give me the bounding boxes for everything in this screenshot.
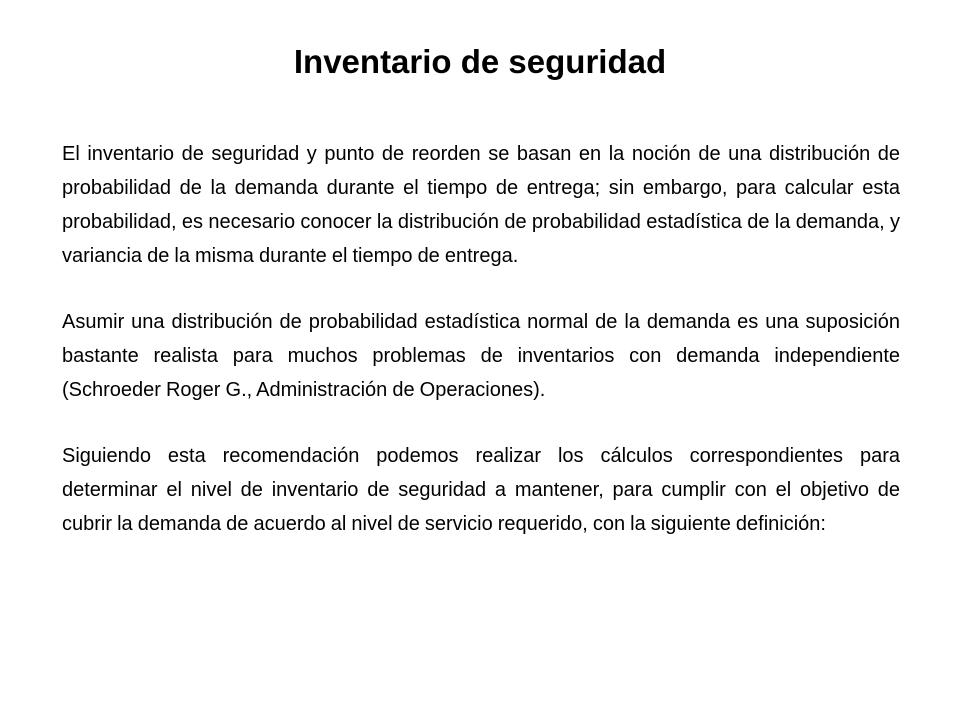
slide-title: Inventario de seguridad	[293, 43, 667, 80]
paragraph-3: Siguiendo esta recomendación podemos realizar los cálculos correspondientes para determinar el nivel de inventario de seguridad a mantener, para cumplir con el objetivo de cubrir la demanda de acuerdo al nivel de servicio requerido, con la siguiente definición:	[62, 445, 900, 535]
slide-body	[62, 137, 900, 541]
paragraph-2: Asumir una distribución de probabilidad estadística normal de la demanda es una suposición bastante realista para muchos problemas de inventarios con demanda independiente (Schroeder Roger G., Administración de Operaciones).	[62, 311, 900, 401]
paragraph-1: El inventario de seguridad y punto de reorden se basan en la noción de una distribución de probabilidad de la demanda durante el tiempo de entrega; sin embargo, para calcular esta probabilidad, es necesario conocer la distribución de probabilidad estadística de la demanda, y variancia de la misma durante el tiempo de entrega.	[62, 143, 900, 267]
